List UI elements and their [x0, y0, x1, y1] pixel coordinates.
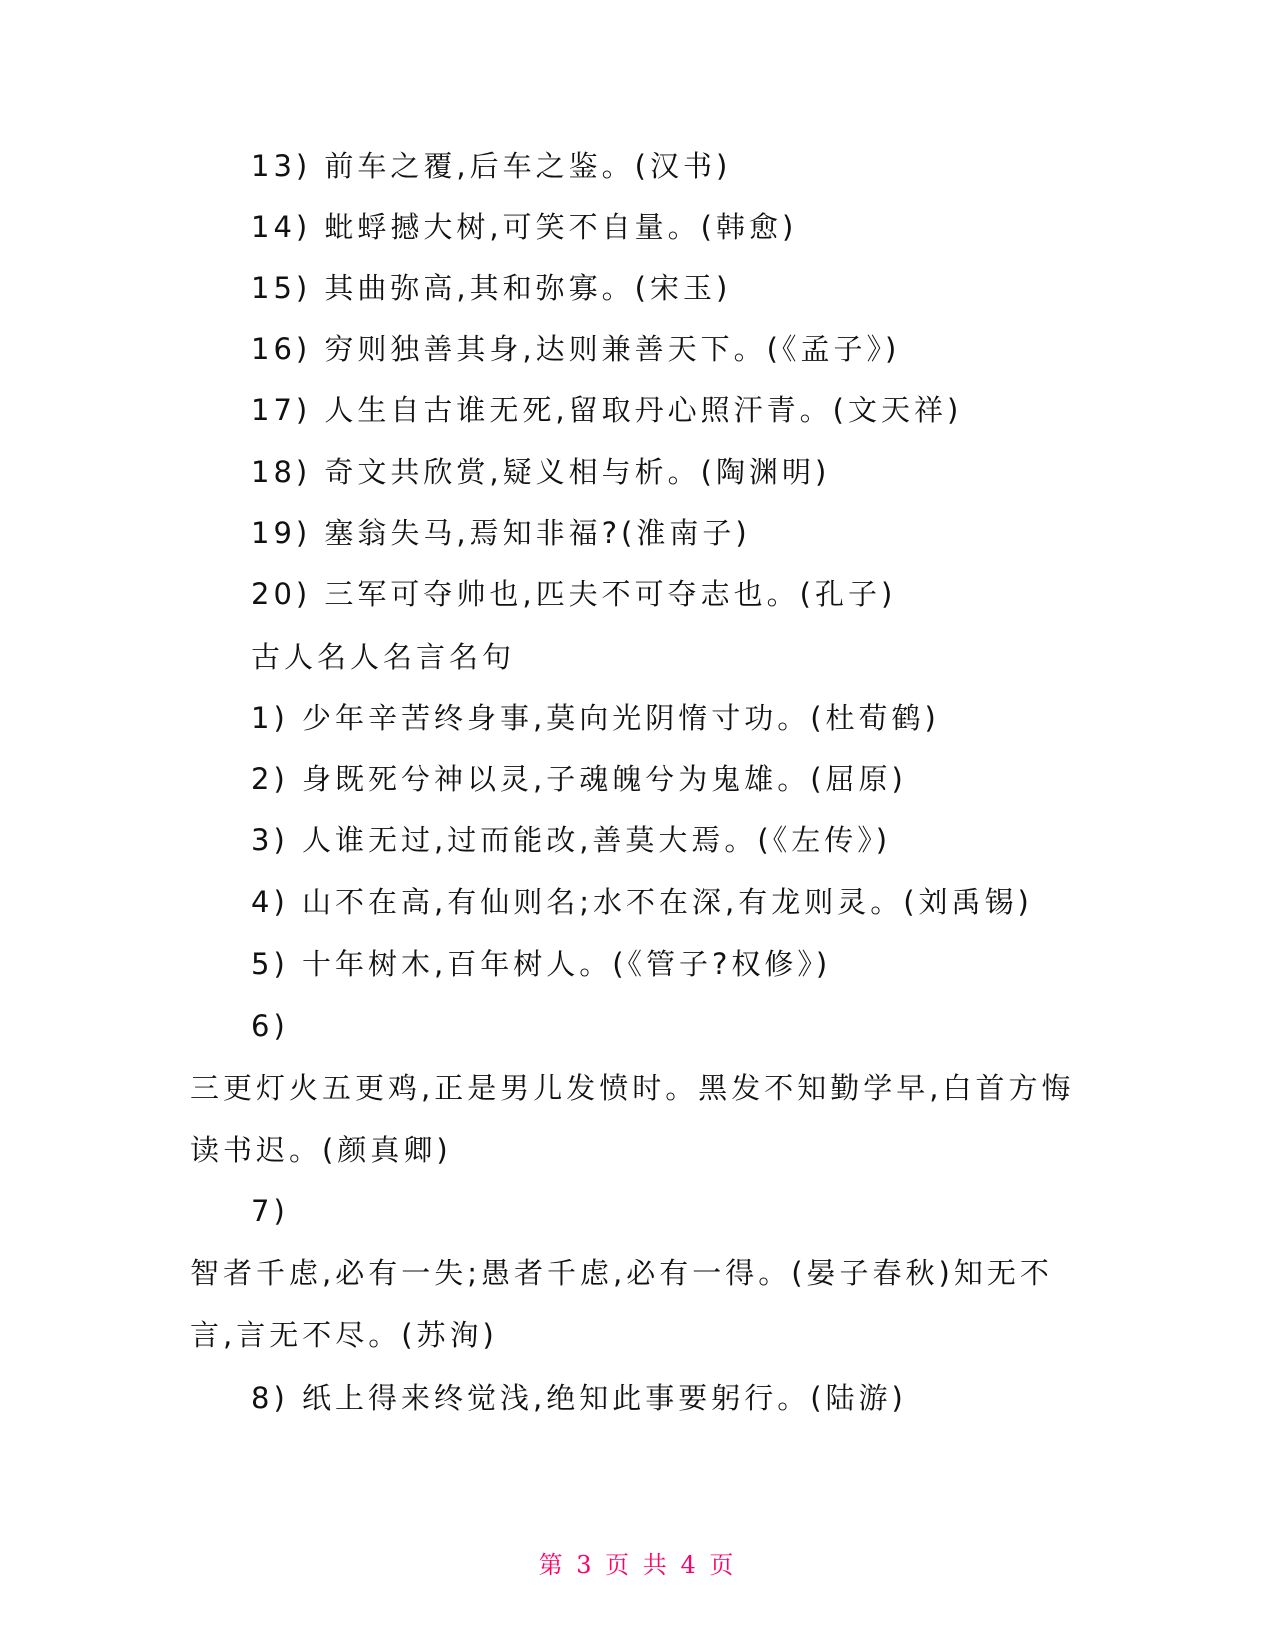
- quote-line-7-part2: 言,言无不尽。(苏洵): [190, 1318, 498, 1352]
- quote-number-7: 7): [251, 1194, 289, 1228]
- quote-line-20: 20) 三军可夺帅也,匹夫不可夺志也。(孔子): [251, 577, 897, 611]
- quote-line-19: 19) 塞翁失马,焉知非福?(淮南子): [251, 516, 751, 550]
- quote-line-2: 2) 身既死兮神以灵,子魂魄兮为鬼雄。(屈原): [251, 762, 907, 796]
- quote-line-17: 17) 人生自古谁无死,留取丹心照汗青。(文天祥): [251, 393, 963, 427]
- quote-line-18: 18) 奇文共欣赏,疑义相与析。(陶渊明): [251, 455, 831, 489]
- quote-number-6: 6): [251, 1009, 289, 1043]
- quote-line-14: 14) 蚍蜉撼大树,可笑不自量。(韩愈): [251, 210, 798, 244]
- quote-line-7-part1: 智者千虑,必有一失;愚者千虑,必有一得。(晏子春秋)知无不: [190, 1256, 1053, 1290]
- quote-line-13: 13) 前车之覆,后车之鉴。(汉书): [251, 149, 732, 183]
- page-number-footer: 第 3 页 共 4 页: [538, 1551, 737, 1579]
- quote-line-5: 5) 十年树木,百年树人。(《管子?权修》): [251, 947, 832, 981]
- quote-line-3: 3) 人谁无过,过而能改,善莫大焉。(《左传》): [251, 823, 892, 857]
- quote-line-15: 15) 其曲弥高,其和弥寡。(宋玉): [251, 271, 732, 305]
- quote-line-1: 1) 少年辛苦终身事,莫向光阴惰寸功。(杜荀鹤): [251, 701, 940, 735]
- quote-line-16: 16) 穷则独善其身,达则兼善天下。(《孟子》): [251, 332, 901, 366]
- quote-line-4: 4) 山不在高,有仙则名;水不在深,有龙则灵。(刘禹锡): [251, 885, 1033, 919]
- quote-line-8: 8) 纸上得来终觉浅,绝知此事要躬行。(陆游): [251, 1381, 907, 1415]
- section-heading: 古人名人名言名句: [251, 640, 516, 674]
- quote-line-6-part1: 三更灯火五更鸡,正是男儿发愤时。黑发不知勤学早,白首方悔: [190, 1071, 1075, 1105]
- quote-line-6-part2: 读书迟。(颜真卿): [190, 1133, 452, 1167]
